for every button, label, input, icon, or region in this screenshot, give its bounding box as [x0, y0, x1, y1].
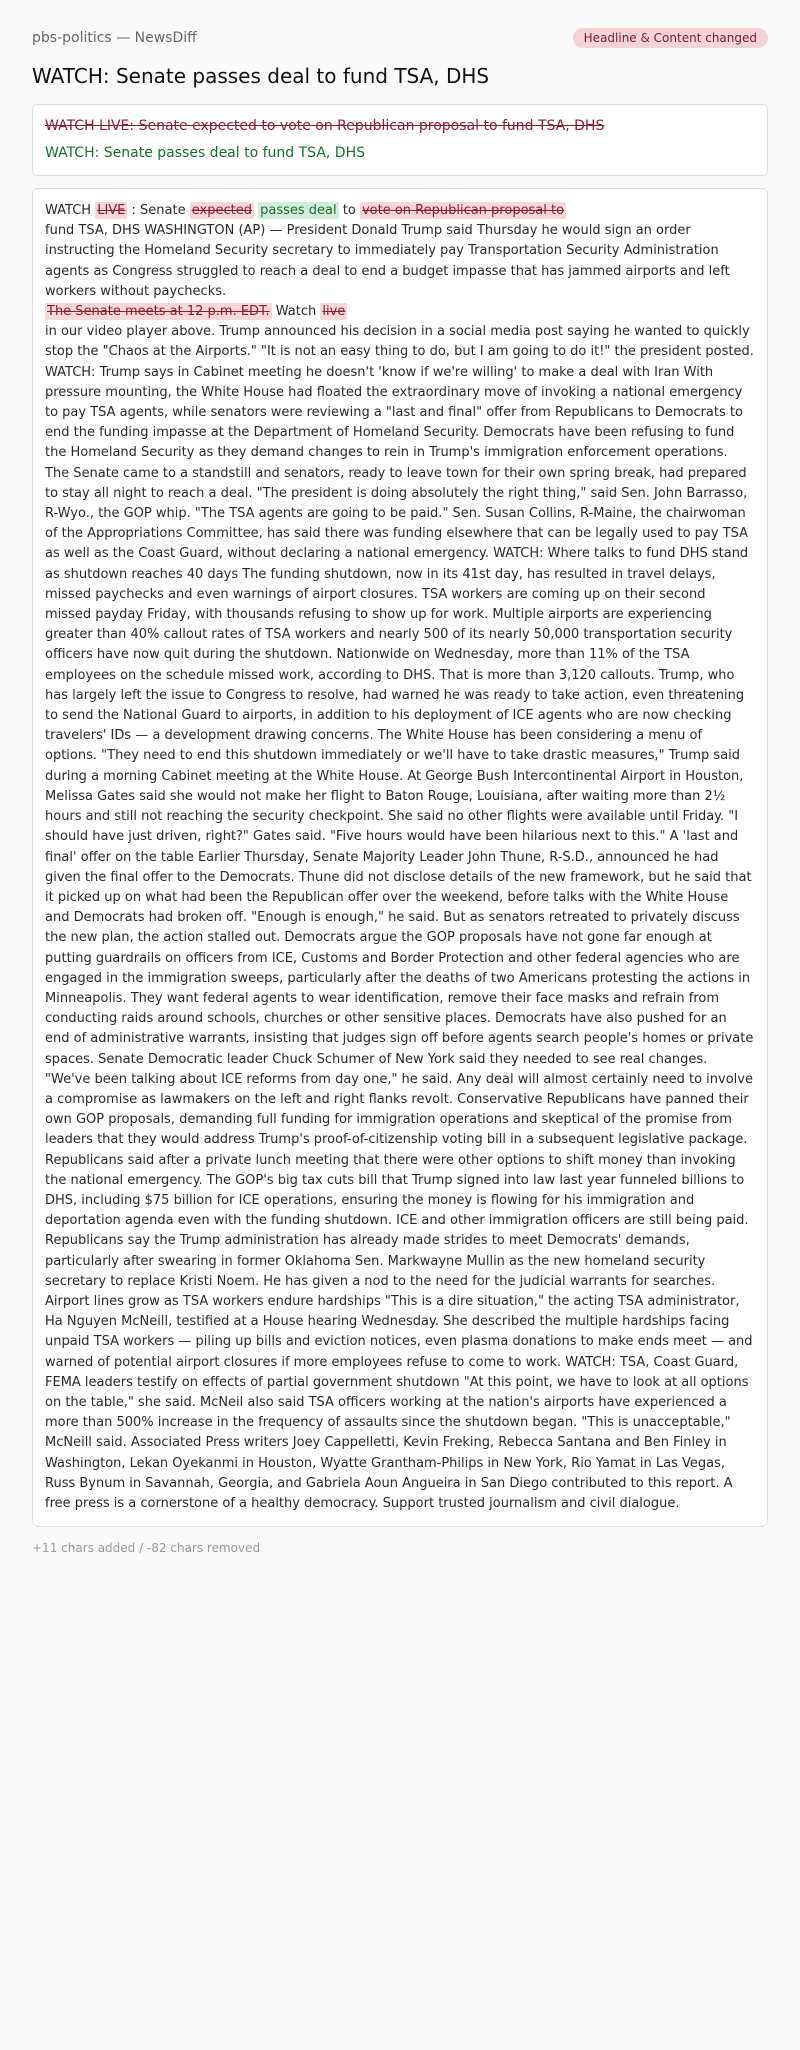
diff-text: to: [342, 203, 356, 218]
diff-stats: +11 chars added / -82 chars removed: [32, 1541, 261, 1556]
diff-removed: LIVE: [97, 203, 126, 218]
diff-line-2: [45, 302, 755, 322]
old-headline: WATCH LIVE: Senate expected to vote on Republican proposal to fund TSA, DHS: [45, 118, 605, 134]
header: [32, 0, 768, 48]
change-badge: Headline & Content changed: [573, 28, 768, 48]
page-title: WATCH: Senate passes deal to fund TSA, DHS: [32, 64, 490, 88]
headline-diff-card: [32, 104, 768, 176]
diff-removed: vote on Republican proposal to: [361, 203, 565, 218]
source-label: pbs-politics — NewsDiff: [32, 30, 197, 46]
diff-paragraph-1: fund TSA, DHS WASHINGTON (AP) — President Donald Trump said Thursday he would sign an order instructing the Homeland Security secretary to immediately pay Transportation Security Administration agents as Congress struggled to reach a deal to end a budget impasse that has jammed airports and left workers without paychecks.: [45, 223, 730, 299]
diff-removed: expected: [191, 203, 252, 218]
diff-text: Watch: [275, 304, 317, 320]
diff-paragraph-2: in our video player above. Trump announced his decision in a social media post saying he wanted to quickly stop the "Chaos at the Airports." "It is not an easy thing to do, but I am going to do it!" the president posted. WATCH: Trump says in Cabinet meeting he doesn't 'know if we're willing' to make a deal with Iran With pressure mounting, the White House had floated the extraordinary move of invoking a national emergency to pay TSA agents, while senators were reviewing a "last and final" offer from Republicans to Democrats to end the funding impasse at the Department of Homeland Security. Democrats have been refusing to fund the Homeland Security as they demand changes to rein in Trump's immigration enforcement operations. The Senate came to a standstill and senators, ready to leave town for their own spring break, had prepared to stay all night to reach a deal. "The president is doing absolutely the right thing," said Sen. John Barrasso, R-Wyo., the GOP whip. "The TSA agents are going to be paid." Sen. Susan Collins, R-Maine, the chairwoman of the Appropriations Committee, has said there was funding elsewhere that can be legally used to pay TSA as well as the Coast Guard, without declaring a national emergency. WATCH: Where talks to fund DHS stand as shutdown reaches 40 days The funding shutdown, now in its 41st day, has resulted in travel delays, missed paychecks and even warnings of airport closures. TSA workers are coming up on their second missed payday Friday, with thousands refusing to show up for work. Multiple airports are experiencing greater than 40% callout rates of TSA workers and nearly 500 of its nearly 50,000 transportation security officers have now quit during the shutdown. Nationwide on Wednesday, more than 11% of the TSA employees on the schedule missed work, according to DHS. That is more than 3,120 callouts. Trump, who has largely left the issue to Congress to resolve, had warned he was ready to take action, even threatening to send the National Guard to airports, in addition to his deployment of ICE agents who are now checking travelers' IDs — a development drawing concerns. The White House has been considering a menu of options. "They need to end this shutdown immediately or we'll have to take drastic measures," Trump said during a morning Cabinet meeting at the White House. At George Bush Intercontinental Airport in Houston, Melissa Gates said she would not make her flight to Baton Rouge, Louisiana, after waiting more than 2½ hours and still not reaching the security checkpoint. She said no other flights were available until Friday. "I should have just driven, right?" Gates said. "Five hours would have been hilarious next to this." A 'last and final' offer on the table Earlier Thursday, Senate Majority Leader John Thune, R-S.D., announced he had given the final offer to the Democrats. Thune did not disclose details of the new framework, but he said that it picked up on what had been the Republican offer over the weekend, before talks with the White House and Democrats had broken off. "Enough is enough," he said. But as senators retreated to privately discuss the new plan, the action stalled out. Democrats argue the GOP proposals have not gone far enough at putting guardrails on officers from ICE, Customs and Border Protection and other federal agencies who are engaged in the immigration sweeps, particularly after the deaths of two Americans protesting the actions in Minneapolis. They want federal agents to wear identification, remove their face masks and refrain from conducting raids around schools, churches or other sensitive places. Democrats have also pushed for an end of administrative warrants, insisting that judges sign off before agents search people's homes or private spaces. Senate Democratic leader Chuck Schumer of New York said they needed to see real changes. "We've been talking about ICE reforms from day one," he said. Any deal will almost certainly need to involve a compromise as lawmakers on the left and right flanks revolt. Conservative Republicans have panned their own GOP proposals, demanding full funding for immigration operations and skeptical of the promise from leaders that they would address Trump's proof-of-citizenship voting bill in a subsequent legislative package. Republicans said after a private lunch meeting that there were other options to shift money than invoking the national emergency. The GOP's big tax cuts bill that Trump signed into law last year funneled billions to DHS, including $75 billion for ICE operations, ensuring the money is flowing for his immigration and deportation agenda even with the funding shutdown. ICE and other immigration officers are still being paid. Republicans say the Trump administration has already made strides to meet Democrats' demands, particularly after swearing in former Oklahoma Sen. Markwayne Mullin as the new homeland security secretary to replace Kristi Noem. He has given a nod to the need for the judicial warrants for searches. Airport lines grow as TSA workers endure hardships "This is a dire situation," the acting TSA administrator, Ha Nguyen McNeill, testified at a House hearing Wednesday. She described the multiple hardships facing unpaid TSA workers — piling up bills and eviction notices, even plasma donations to make ends meet — and warned of potential airport closures if more employees refuse to come to work. WATCH: TSA, Coast Guard, FEMA leaders testify on effects of partial government shutdown "At this point, we have to look at all options on the table," she said. McNeil also said TSA officers working at the nation's airports have experienced a more than 500% increase in the frequency of assaults since the shutdown began. "This is unacceptable," McNeill said. Associated Press writers Joey Cappelletti, Kevin Freking, Rebecca Santana and Ben Finley in Washington, Lekan Oyekanmi in Houston, Wyatte Grantham-Philips in New York, Rio Yamat in Las Vegas, Russ Bynum in Savannah, Georgia, and Gabriela Aoun Angueira in San Diego contributed to this report. A free press is a cornerstone of a healthy democracy. Support trusted journalism and civil dialogue.: [45, 324, 754, 1511]
content-diff-card: [32, 188, 768, 1527]
diff-text: WATCH: [45, 203, 92, 218]
new-headline: WATCH: Senate passes deal to fund TSA, DHS: [45, 145, 365, 161]
diff-line-1: [45, 201, 755, 221]
diff-removed: The Senate meets at 12 p.m. EDT.: [47, 304, 270, 320]
diff-text: : Senate: [131, 203, 186, 218]
diff-removed: live: [322, 304, 346, 320]
diff-added: passes deal: [260, 203, 337, 218]
